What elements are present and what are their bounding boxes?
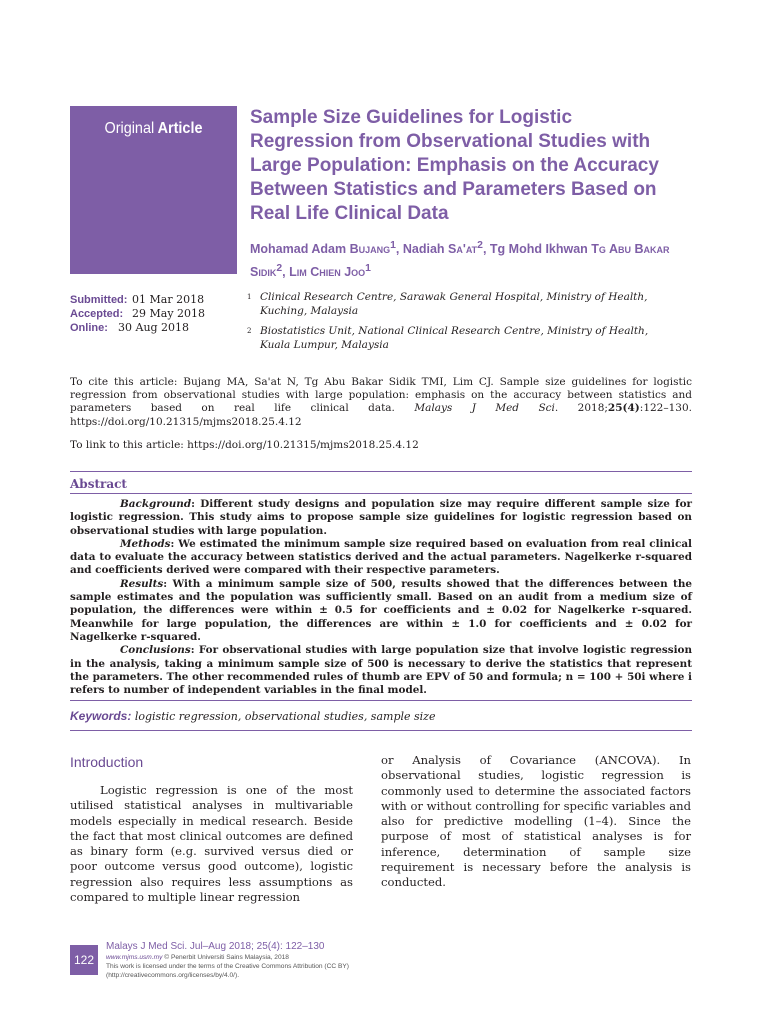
affiliation-text: Biostatistics Unit, National Clinical Research Centre, Ministry of Health, Kuala Lumpur, Malaysia: [260, 325, 649, 351]
keywords-top-rule: [70, 700, 692, 701]
author-first-name: Mohamad Adam: [250, 242, 350, 257]
methods-text: : We estimated the minimum sample size required based on evaluation from real clinical data to evaluate the accuracy between statistics derived and the actual parameters. Nagelkerke r-squared and coefficients derived were compared with their respective parameters.: [70, 537, 692, 577]
abstract-body: [70, 498, 692, 697]
introduction-column-2: or Analysis of Covariance (ANCOVA). In observational studies, logistic regression is commonly used to determine the associated factors with or without controlling for specific variables and also for predictive modelling (1–4). Since the purpose of most of statistical analyses is for inference, determination of sample size requirement is necessary before the analysis is conducted.: [381, 753, 691, 890]
author-affiliation-mark: 2: [477, 240, 483, 251]
abstract-top-rule: [70, 471, 692, 472]
article-type-banner: [70, 106, 237, 274]
citation-text: To cite this article: Bujang MA, Sa'at N, Tg Abu Bakar Sidik TMI, Lim CJ. Sample size guidelines for logistic regression from observational studies with large population: emphasis on the accuracy between statistics and parameters based on real life clinical data.: [70, 376, 692, 415]
author-last-name: Bujang: [349, 242, 391, 257]
footer: [106, 941, 506, 980]
author-separator: ,: [395, 242, 403, 257]
author-first-name: Nadiah: [402, 242, 449, 257]
abstract-background: [70, 498, 692, 538]
affiliation-text: Clinical Research Centre, Sarawak General Hospital, Ministry of Health, Kuching, Malaysia: [260, 291, 648, 317]
author-affiliation-mark: 1: [390, 240, 396, 251]
citation: [70, 376, 692, 429]
footer-copyright-line: [106, 953, 506, 962]
author-last-name: Lim Chien Joo: [289, 265, 366, 280]
author-separator: ,: [282, 265, 290, 280]
online-label: Online:: [70, 322, 108, 334]
introduction-heading: Introduction: [70, 754, 144, 770]
results-label: Results: [120, 577, 164, 590]
author-list: [250, 236, 690, 282]
keywords-label: Keywords:: [70, 709, 132, 723]
submitted-row: [70, 293, 205, 307]
citation-journal: Malays J Med Sci: [414, 402, 555, 415]
keywords-bottom-rule: [70, 730, 692, 731]
conclusions-label: Conclusions: [120, 644, 191, 657]
footer-license-url[interactable]: (http://creativecommons.org/licenses/by/4.0/).: [106, 972, 240, 979]
abstract-conclusions: [70, 644, 692, 697]
conclusions-text: : For observational studies with large population size that involve logistic regression in the analysis, taking a minimum sample size of 500 is necessary to derive the statistics that represent the parameters. The other recommended rules of thumb are EPV of 50 and formula; n = 100 + 50i where i refers to number of independent variables in the final model.: [70, 644, 692, 697]
author-first-name: Tg Mohd Ikhwan: [489, 242, 592, 257]
footer-website[interactable]: www.mjms.usm.my: [106, 954, 163, 961]
author-last-name: Sa'at: [448, 242, 478, 257]
article-title: Sample Size Guidelines for Logistic Regression from Observational Studies with Large Population: Emphasis on the Accuracy Between Statistics and Parameters Based on Real Life Clinical Data: [250, 107, 659, 224]
introduction-column-1: Logistic regression is one of the most utilised statistical analyses in multivariable models especially in medical research. Beside the fact that most clinical outcomes are defined as binary form (e.g. survived versus died or poor outcome versus good outcome), logistic regression also requires less assumptions as compared to multiple linear regression: [70, 783, 353, 905]
results-text: : With a minimum sample size of 500, results showed that the differences between the sample estimates and the population was sufficiently small. Based on an audit from a medium size of population, the differences were within ± 0.5 for coefficients and ± 0.02 for Nagelkerke r-squared. Meanwhile for large population, the differences are within ± 1.0 for coefficients and ± 0.02 for Nagelkerke r-squared.: [70, 577, 692, 643]
affiliation-item: [247, 290, 657, 318]
affiliation-number: 2: [247, 327, 252, 335]
background-label: Background: [120, 498, 192, 510]
footer-copyright: © Penerbit Universiti Sains Malaysia, 2018: [162, 954, 289, 961]
author-affiliation-mark: 2: [276, 263, 283, 275]
article-dates: [70, 293, 205, 335]
article-link[interactable]: To link to this article: https://doi.org/10.21315/mjms2018.25.4.12: [70, 439, 419, 451]
background-text: : Different study designs and population size may require different sample size for logistic regression. This study aims to propose sample size guidelines for logistic regression based on observational studies with large population.: [70, 498, 692, 537]
submitted-label: Submitted:: [70, 294, 128, 306]
author-affiliation-mark: 1: [365, 263, 371, 275]
methods-label: Methods: [120, 537, 171, 550]
affiliation-number: 1: [247, 293, 252, 301]
abstract-results: [70, 578, 692, 644]
article-type-word1: Original: [104, 120, 155, 137]
footer-license: This work is licensed under the terms of the Creative Commons Attribution (CC BY): [106, 963, 349, 970]
accepted-row: [70, 307, 205, 321]
citation-volume: 25(4): [607, 402, 640, 415]
accepted-label: Accepted:: [70, 308, 124, 320]
footer-journal: Malays J Med Sci. Jul–Aug 2018; 25(4): 122–130: [106, 941, 325, 952]
article-type-word2: Article: [157, 120, 203, 137]
page-number: 122: [73, 953, 95, 967]
citation-pages-doi[interactable]: :122–130. https://doi.org/10.21315/mjms2018.25.4.12: [70, 402, 692, 428]
submitted-date: 01 Mar 2018: [132, 293, 205, 306]
affiliations: [247, 290, 657, 358]
affiliation-item: [247, 324, 657, 352]
abstract-heading-rule: [70, 493, 692, 494]
abstract-heading: Abstract: [70, 477, 127, 491]
abstract-methods: [70, 538, 692, 578]
keywords: [70, 709, 435, 723]
accepted-date: 29 May 2018: [132, 307, 206, 320]
author-separator: ,: [482, 242, 490, 257]
online-date: 30 Aug 2018: [118, 321, 190, 334]
citation-year: . 2018;: [554, 402, 608, 415]
keywords-text: logistic regression, observational studies, sample size: [131, 710, 436, 723]
online-row: [70, 321, 205, 335]
author-last-name: Tg Abu Bakar Sidik: [250, 242, 670, 280]
